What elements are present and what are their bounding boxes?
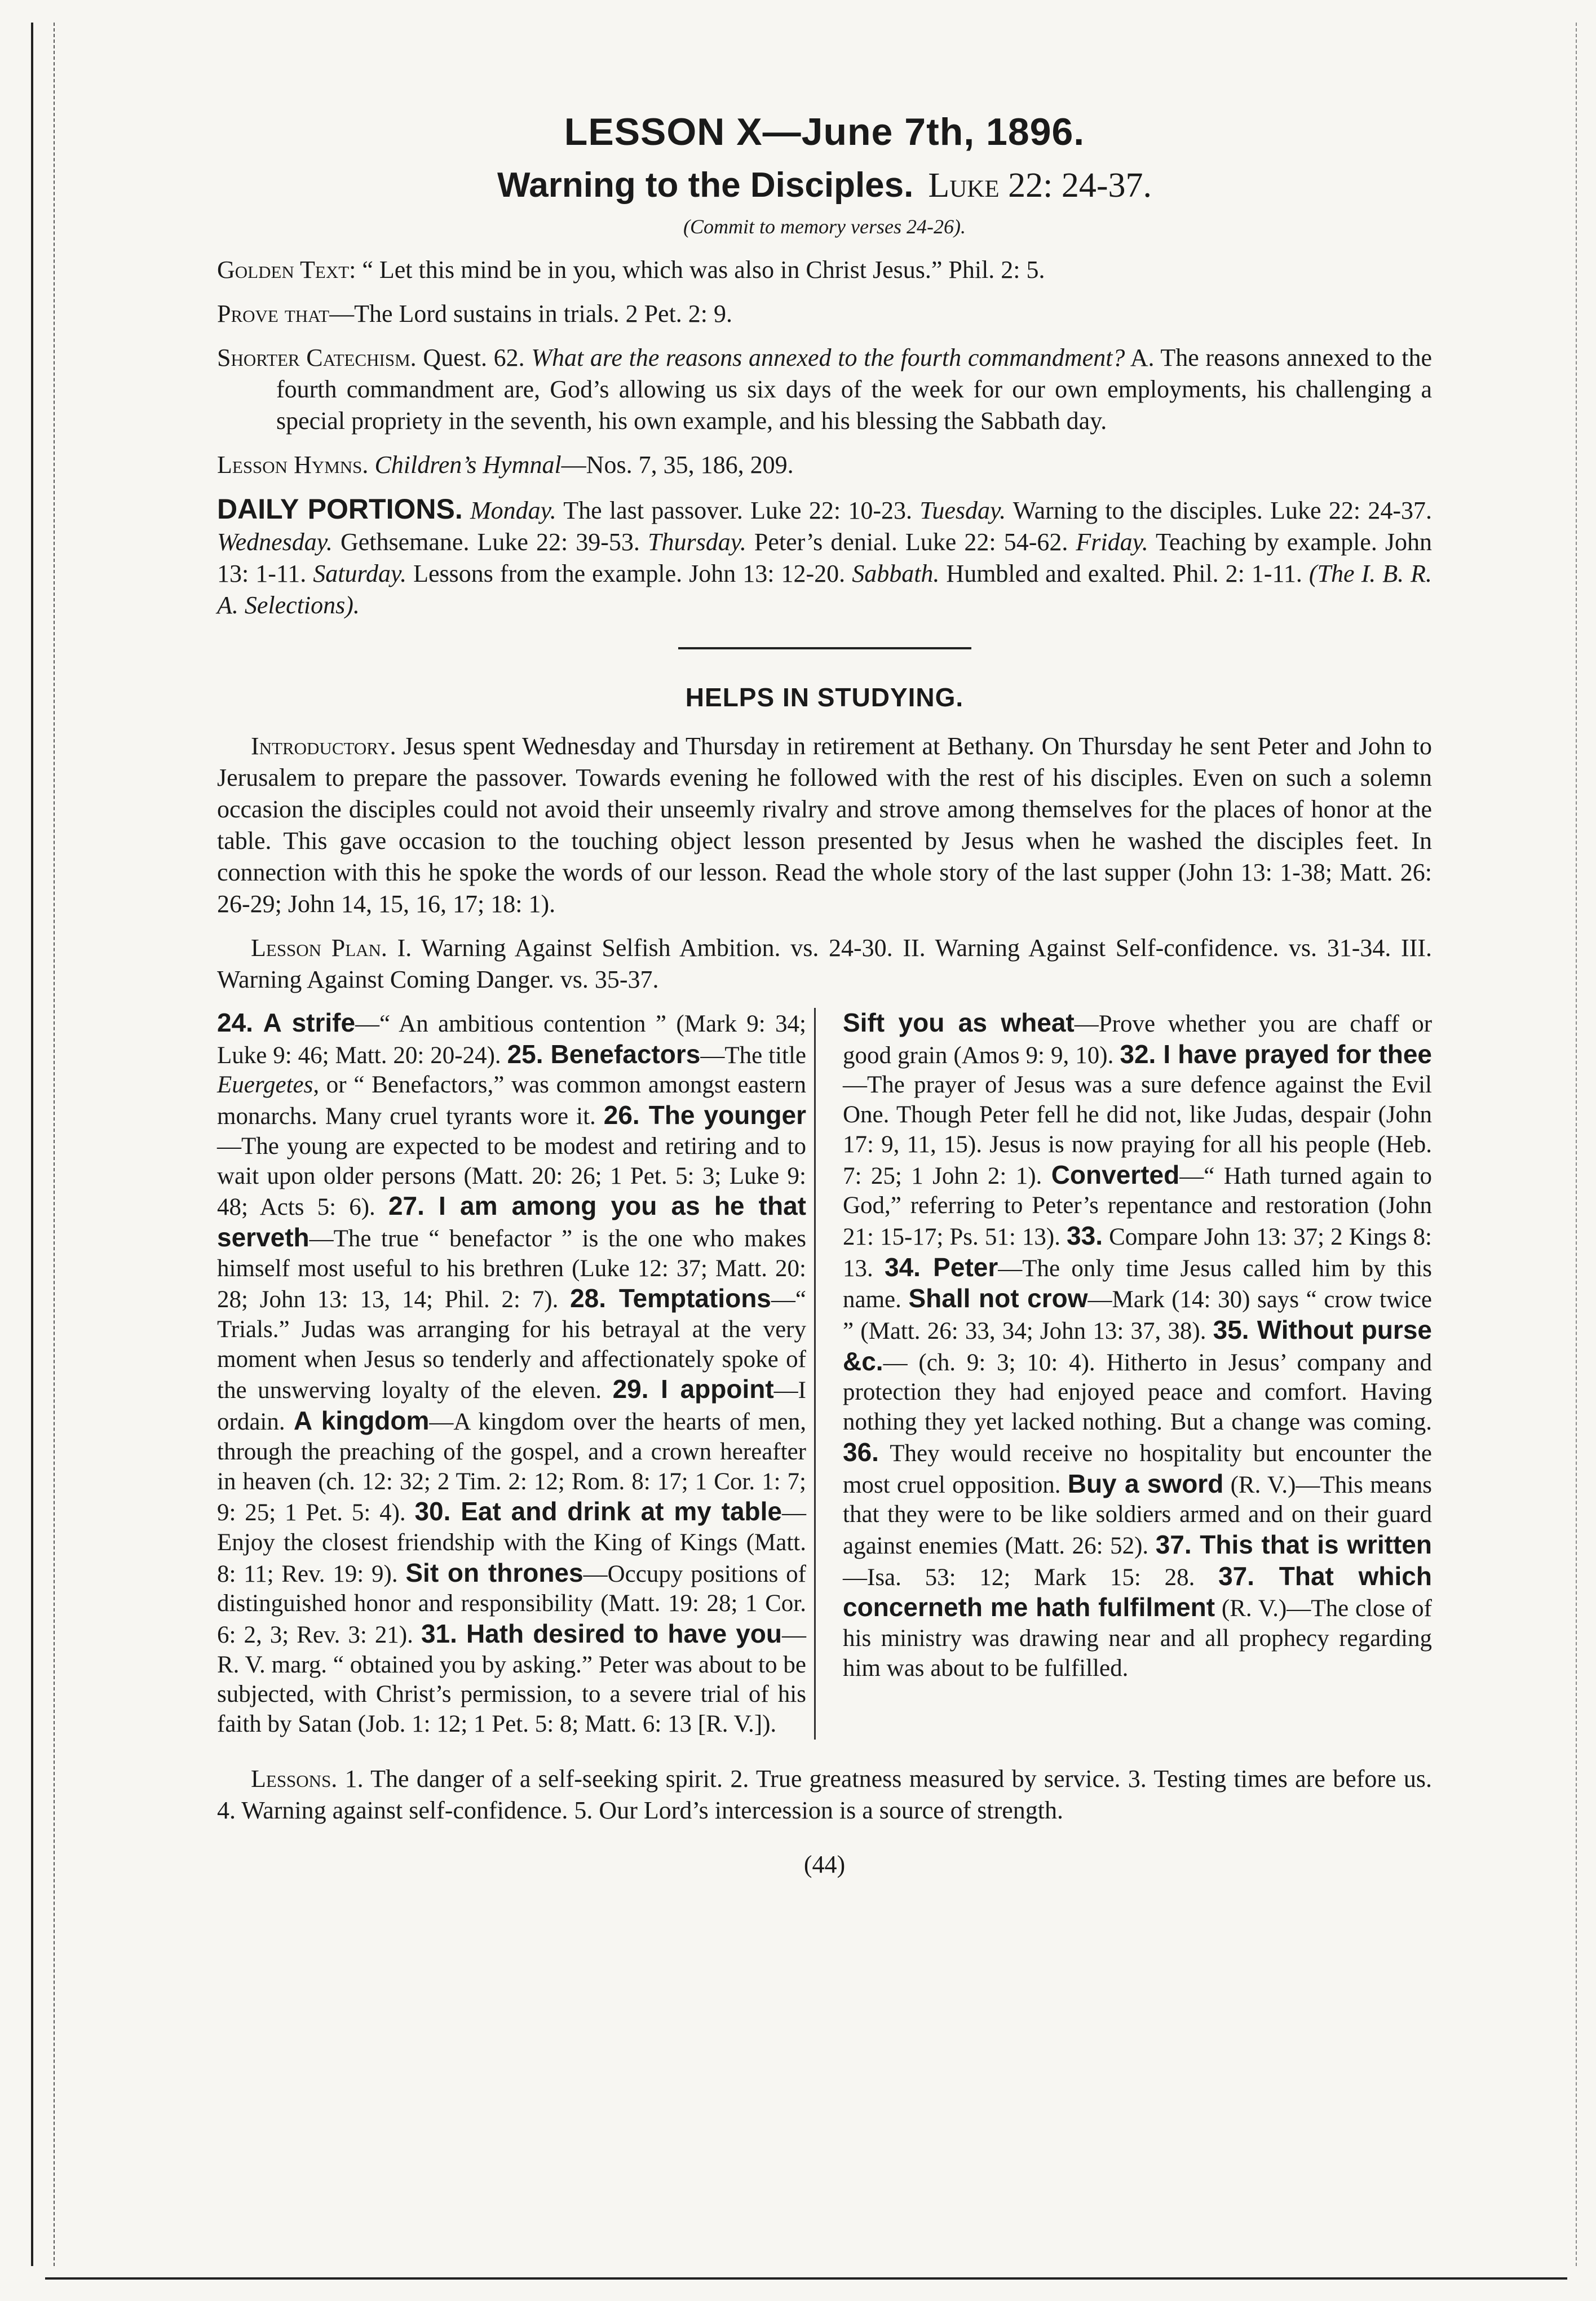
catechism-answer: A. The reasons annexed to the fourth commandment are, God’s allowing us six days of the week for our own employments, his challenging a special propriety in the seventh, his own example, and his blessing the Sabbath day. — [276, 344, 1432, 435]
note-29-head: 29. I appoint — [612, 1374, 774, 1404]
note-34b-text: —Mark (14: 30) says “ crow twice ” (Matt. 26: 33, 34; John 13: 37, 38). — [843, 1286, 1432, 1345]
note-32-head: 32. I have prayed for thee — [1120, 1039, 1432, 1069]
catechism-quest: Quest. 62. — [416, 344, 532, 371]
hymns-numbers: —Nos. 7, 35, 186, 209. — [561, 451, 794, 479]
subtitle-main: Warning to the Disciples. — [497, 166, 914, 205]
introductory-body: Jesus spent Wednesday and Thursday in retirement at Bethany. On Thursday he sent Peter and John to Jerusalem to prepare the passover. Towards evening he followed with the rest of his disciples. Even on such a solemn occasion the disciples could not avoid their unseemly rivalry and strove among themselves for the places of honor at the table. This gave occasion to the touching object lesson presented by Jesus when he washed the disciples feet. In connection with this he spoke the words of our lesson. Read the whole story of the last supper (John 13: 1-38; Matt. 26: 26-29; John 14, 15, 16, 17; 18: 1). — [217, 732, 1432, 918]
daily-monday-text: The last passover. Luke 22: 10-23. — [556, 497, 913, 524]
subtitle-reference: Luke 22: 24-37. — [928, 166, 1152, 205]
hymns-label: Lesson Hymns. — [217, 451, 369, 479]
daily-friday-text: Teaching by example. John 13: 1-11. — [217, 528, 1433, 587]
note-31b-head: Sift you as wheat — [843, 1008, 1075, 1037]
note-37-head: 37. This that is written — [1155, 1529, 1432, 1559]
note-27-text: —The true “ benefactor ” is the one who makes himself most useful to his brethren (Luke 12: 37; Matt. 20: 28; John 13: 13, 14; Phil. 2: 7). — [217, 1225, 806, 1313]
introductory — [217, 731, 1432, 920]
notes-right-column — [837, 1008, 1432, 1740]
note-32b-head: Converted — [1051, 1160, 1180, 1189]
introductory-label: Introductory. — [251, 732, 396, 760]
daily-thursday-text: Peter’s denial. Luke 22: 54-62. — [746, 528, 1068, 556]
note-26-text: —The young are expected to be modest and retiring and to wait upon older persons (Matt. 20: 26; 1 Pet. 5: 3; Luke 9: 48; Acts 5: 6). — [217, 1132, 806, 1221]
note-36b-text: (R. V.)—This means that they were to be like soldiers armed and on their guard against enemies (Matt. 26: 52). — [843, 1471, 1433, 1559]
golden-text — [217, 254, 1432, 286]
lesson-title: LESSON X—June 7th, 1896. — [564, 110, 1085, 153]
daily-sabbath: Sabbath. — [845, 560, 940, 587]
note-30-head: 30. Eat and drink at my table — [414, 1497, 782, 1526]
lesson-subtitle — [217, 165, 1432, 206]
note-34-head: 34. Peter — [884, 1252, 998, 1282]
page-number: (44) — [803, 1850, 846, 1878]
note-35-head: 35. Without purse &c. — [843, 1315, 1432, 1376]
note-33-text: Compare John 13: 37; 2 Kings 8: 13. — [843, 1223, 1432, 1282]
lessons-body: 1. The danger of a self-seeking spirit. 2. True greatness measured by service. 3. Testing times are before us. 4. Warning against self-confidence. 5. Our Lord’s intercession is a source of strength. — [217, 1764, 1432, 1824]
note-37-text: —Isa. 53: 12; Mark 15: 28. — [843, 1564, 1219, 1591]
note-30b-head: Sit on thrones — [405, 1557, 583, 1587]
note-29b-text: —A kingdom over the hearts of men, through the preaching of the gospel, and a crown hereafter in heaven (ch. 12: 32; 2 Tim. 2: 12; Rom. 8: 17; 1 Cor. 1: 7; 9: 25; 1 Pet. 5: 4). — [217, 1409, 806, 1526]
page-right-edge — [1576, 23, 1577, 2266]
notes-left-column — [217, 1008, 816, 1740]
lesson-plan-label: Lesson Plan. — [251, 934, 387, 962]
note-31-text: —R. V. marg. “ obtained you by asking.” Peter was about to be subjected, with Christ’s permission, to a severe trial of his faith by Satan (Job. 1: 12; 1 Pet. 5: 8; Matt. 6: 13 [R. V.]). — [217, 1622, 806, 1738]
daily-sabbath-text: Humbled and exalted. Phil. 2: 1-11. — [939, 560, 1309, 587]
lesson-content — [217, 110, 1432, 1879]
golden-text-body: “ Let this mind be in you, which was also in Christ Jesus.” Phil. 2: 5. — [356, 256, 1045, 284]
lesson-hymns — [217, 449, 1432, 481]
note-36-text: They would receive no hospitality but encounter the most cruel opposition. — [843, 1440, 1432, 1498]
note-26-head: 26. The younger — [603, 1100, 806, 1130]
lesson-plan-body: I. Warning Against Selfish Ambition. vs. 24-30. II. Warning Against Self-confidence. vs. 31-34. III. Warning Against Coming Danger. vs. 35-37. — [217, 934, 1433, 993]
note-27-head: 27. I am among you as he that serveth — [217, 1191, 806, 1252]
note-32-text: —The prayer of Jesus was a sure defence against the Evil One. Though Peter fell he did not, like Judas, despair (John 17: 9, 11, 15). Jesus is now praying for all his people (Heb. 7: 25; 1 John 2: 1). — [843, 1072, 1432, 1189]
note-30b-text: —Occupy positions of distinguished honor and responsibility (Matt. 19: 28; 1 Cor. 6: 2, 3; Rev. 3: 21). — [217, 1560, 806, 1649]
note-25-text-a: —The title — [700, 1042, 807, 1069]
note-29-text: —I ordain. — [217, 1377, 806, 1436]
prove-that — [217, 298, 1432, 330]
daily-thursday: Thursday. — [639, 528, 746, 556]
daily-monday: Monday. — [462, 497, 556, 524]
daily-saturday-text: Lessons from the example. John 13: 12-20. — [406, 560, 846, 587]
daily-selections: (The I. B. R. A. Selections). — [217, 560, 1432, 619]
note-29b-head: A kingdom — [293, 1406, 430, 1436]
daily-tuesday-text: Warning to the disciples. Luke 22: 24-37. — [1006, 497, 1432, 524]
note-33-head: 33. — [1067, 1220, 1103, 1250]
catechism-label: Shorter Catechism. — [217, 344, 417, 371]
commit-to-memory: (Commit to memory verses 24-26). — [683, 215, 966, 238]
note-32b-text: —“ Hath turned again to God,” referring to Peter’s repentance and restoration (John 21: 15-17; Ps. 51: 13). — [843, 1162, 1432, 1250]
lessons-label: Lessons. — [251, 1764, 338, 1793]
daily-wednesday-text: Gethsemane. Luke 22: 39-53. — [332, 528, 640, 556]
note-35-text: — (ch. 9: 3; 10: 4). Hitherto in Jesus’ company and protection they had enjoyed peace and comfort. Having nothing they yet lacked nothing. But a change was coming. — [843, 1349, 1432, 1436]
daily-saturday: Saturday. — [306, 560, 407, 587]
note-36b-head: Buy a sword — [1067, 1468, 1224, 1498]
note-36-head: 36. — [843, 1437, 879, 1467]
note-25-head: 25. Benefactors — [507, 1039, 701, 1069]
note-30-text: —Enjoy the closest friendship with the King of Kings (Matt. 8: 11; Rev. 19: 9). — [217, 1499, 806, 1587]
lessons — [217, 1763, 1432, 1826]
daily-wednesday: Wednesday. — [217, 528, 333, 556]
note-25-text-c: , or “ Benefactors,” was common amongst eastern monarchs. Many cruel tyrants wore it. — [217, 1072, 806, 1130]
note-34b-head: Shall not crow — [908, 1284, 1088, 1313]
golden-text-label: Golden Text: — [217, 256, 356, 284]
section-divider — [678, 647, 971, 649]
hymns-source: Children’s Hymnal — [368, 451, 562, 479]
note-24-head: 24. A strife — [217, 1008, 356, 1037]
note-28-head: 28. Temptations — [570, 1284, 771, 1313]
verse-notes — [217, 1008, 1432, 1740]
note-31-head: 31. Hath desired to have you — [421, 1619, 782, 1649]
note-28-text: —“ Trials.” Judas was arranging for his betrayal at the very moment when Jesus so tenderly and affectionately spoke of the unswerving loyalty of the eleven. — [217, 1286, 806, 1404]
catechism-question: What are the reasons annexed to the fourth commandment? — [531, 344, 1125, 371]
daily-portions — [217, 493, 1432, 621]
daily-portions-label: DAILY PORTIONS. — [217, 493, 463, 525]
page-bottom-edge — [45, 2277, 1567, 2280]
note-25-text-b: Euergetes — [217, 1072, 313, 1099]
note-24-text: —“ An ambitious contention ” (Mark 9: 34; Luke 9: 46; Matt. 20: 20-24). — [217, 1011, 806, 1069]
daily-tuesday: Tuesday. — [912, 497, 1006, 524]
lesson-plan — [217, 932, 1432, 995]
prove-that-label: Prove that — [217, 300, 330, 328]
note-37b-text: (R. V.)—The close of his ministry was drawing near and all prophecy regarding him was about to be fulfilled. — [843, 1595, 1432, 1682]
note-31b-text: —Prove whether you are chaff or good grain (Amos 9: 9, 10). — [843, 1011, 1433, 1069]
note-37b-head: 37. That which concerneth me hath fulfilment — [843, 1561, 1432, 1622]
helps-title: HELPS IN STUDYING. — [685, 683, 964, 712]
prove-that-body: —The Lord sustains in trials. 2 Pet. 2: 9. — [329, 300, 733, 328]
note-34-text: —The only time Jesus called him by this name. — [843, 1255, 1433, 1313]
daily-friday: Friday. — [1068, 528, 1148, 556]
shorter-catechism — [217, 342, 1432, 437]
page-binding-edge — [31, 23, 55, 2266]
